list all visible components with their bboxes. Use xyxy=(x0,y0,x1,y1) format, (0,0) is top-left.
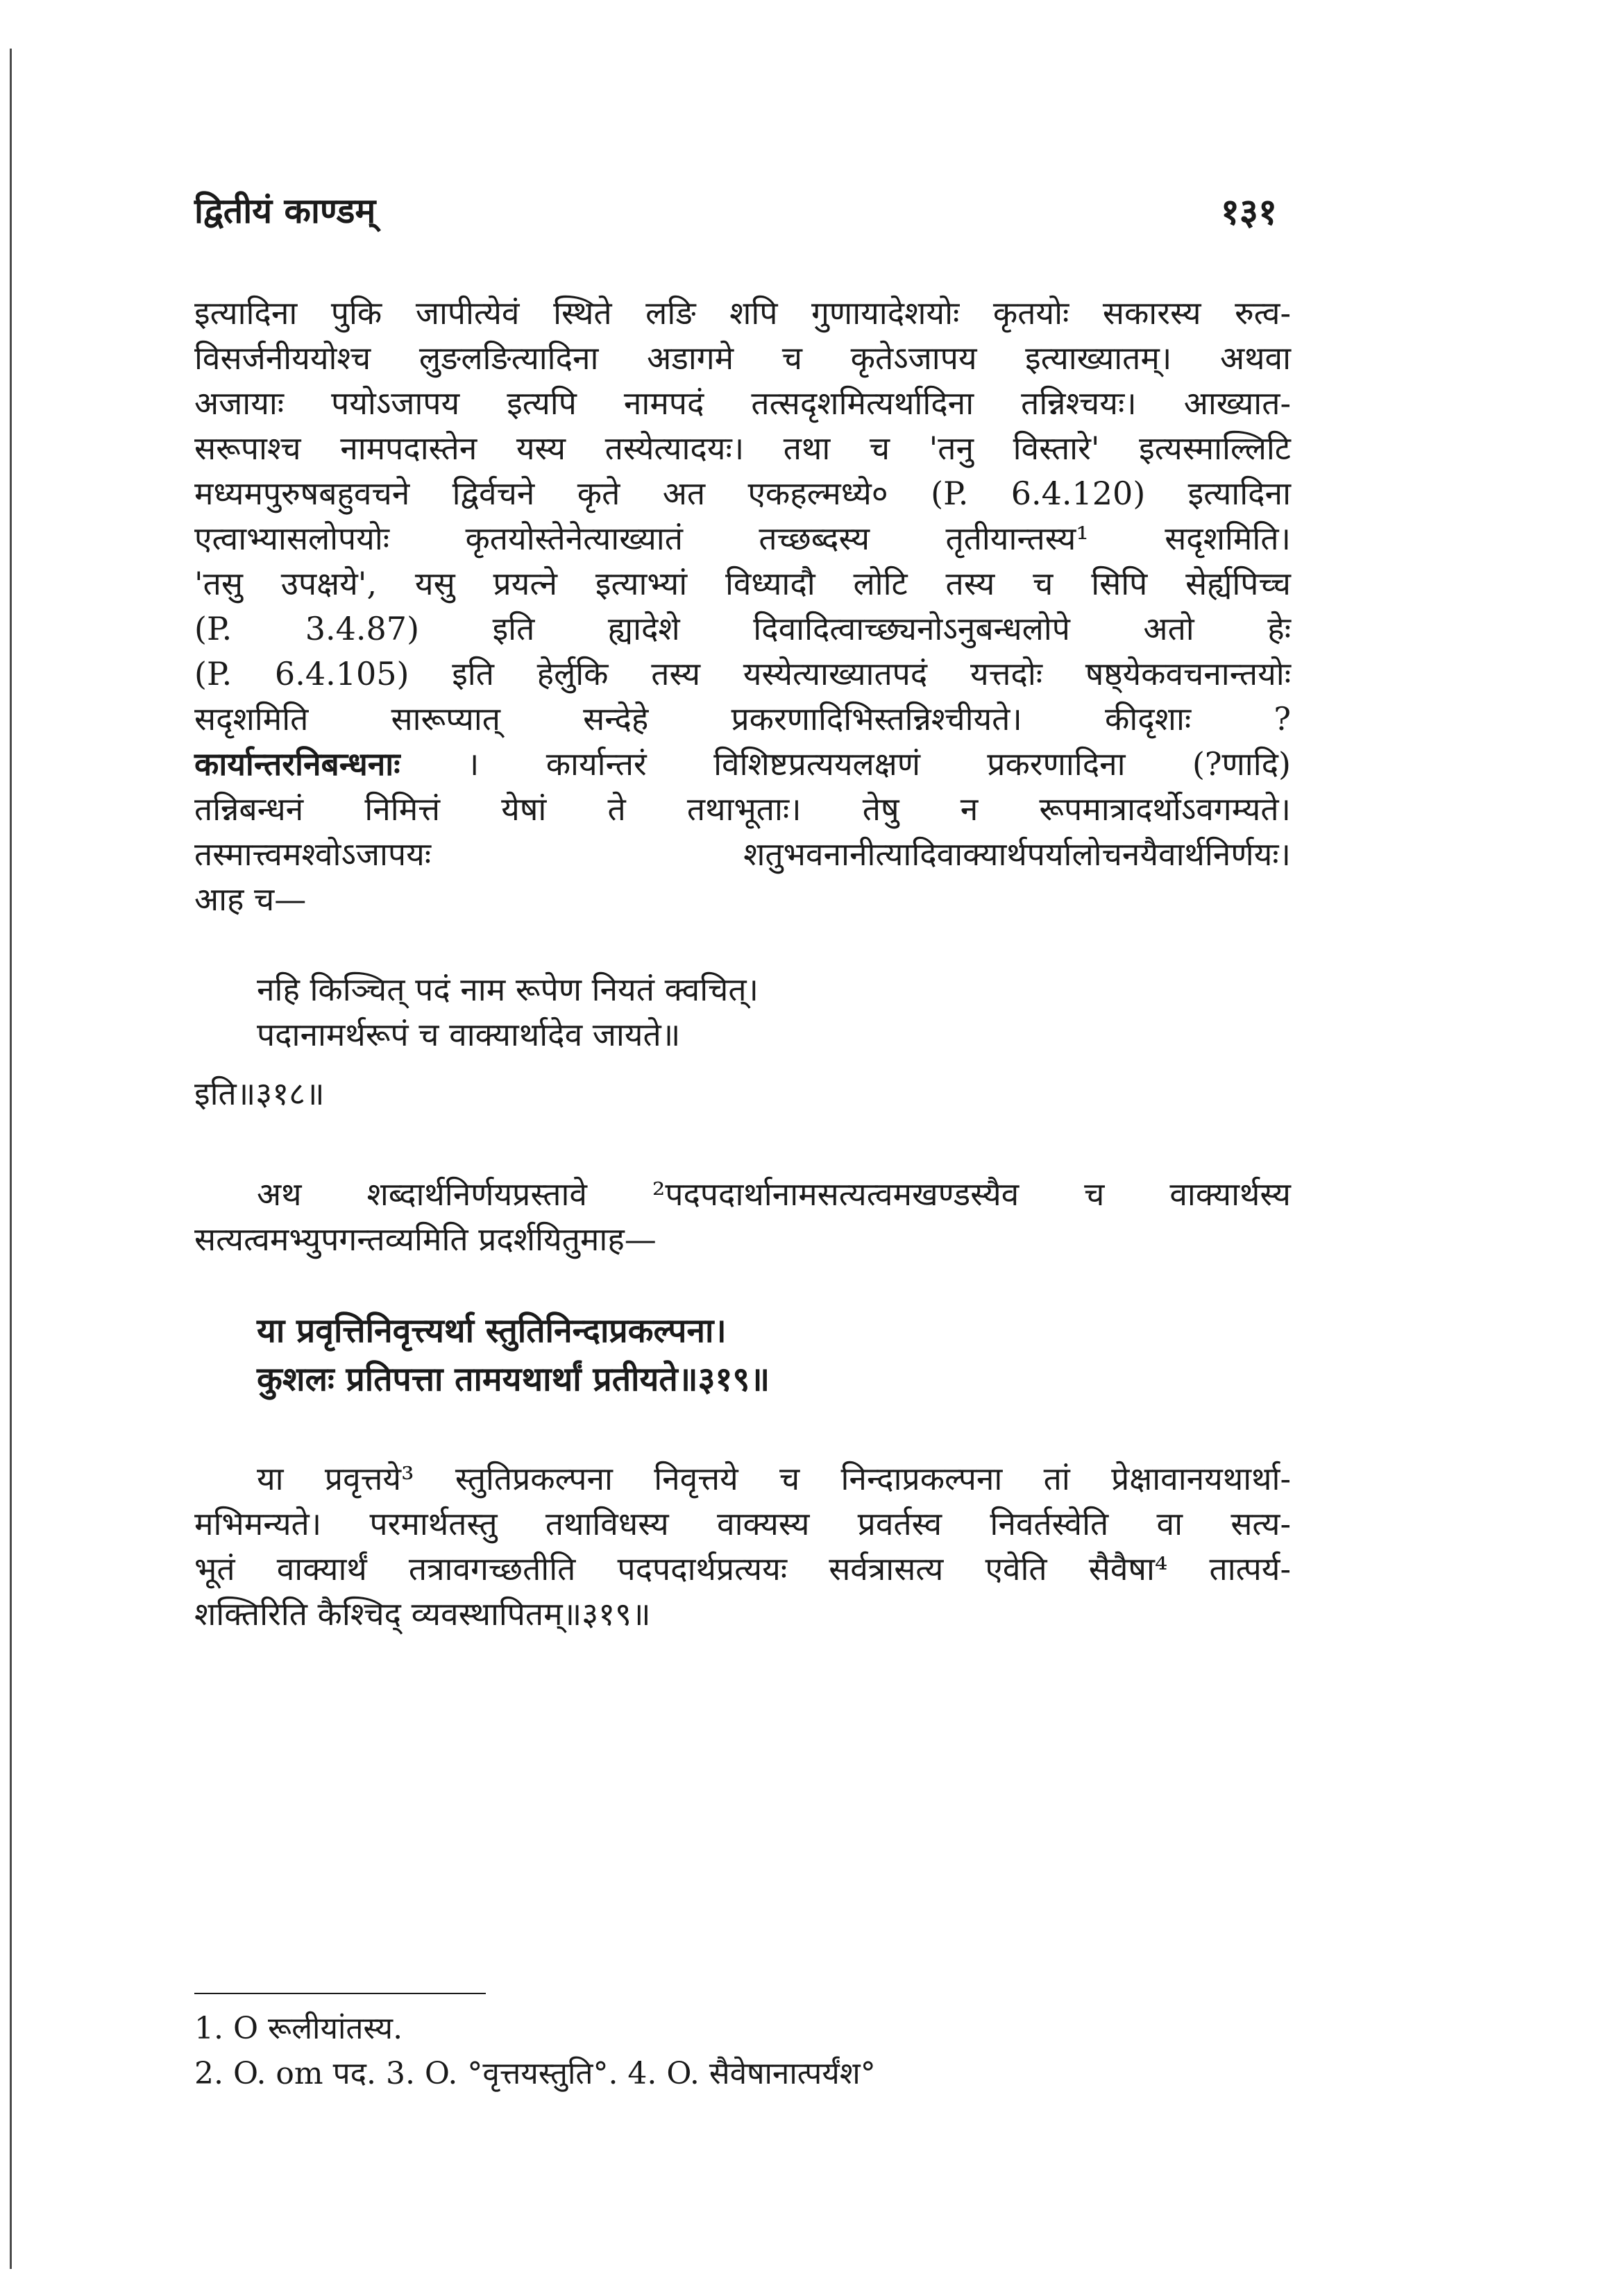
commentary-line: तन्निबन्धनं निमित्तं येषां ते तथाभूताः। तेषु न रूपमात्रादर्थोऽवगम्यते। xyxy=(194,790,1291,828)
intro-line: अथ शब्दार्थनिर्णयप्रस्तावे ²पदपदार्थानामसत्यत्वमखण्डस्यैव च वाक्यार्थस्य xyxy=(257,1175,1291,1213)
commentary-line: (P. 6.4.105) इति हेर्लुकि तस्य यस्येत्याख्यातपदं यत्तदोः षष्ठ्येकवचनान्तयोः xyxy=(194,655,1291,692)
commentary-line: 'तसु उपक्षये', यसु प्रयत्ने इत्याभ्यां विध्यादौ लोटि तस्य च सिपि सेर्ह्यपिच्च xyxy=(194,565,1291,602)
lemma-bold: कार्यान्तरनिबन्धनाः xyxy=(194,745,400,783)
commentary-line: तस्मात्त्वमश्वोऽजापयः शतुभवनानीत्यादिवाक्यार्थपर्यालोचनयैवार्थनिर्णयः। xyxy=(194,835,1291,873)
commentary-line: एत्वाभ्यासलोपयोः कृतयोस्तेनेत्याख्यातं तच्छब्दस्य तृतीयान्तस्य¹ सदृशमिति। xyxy=(194,520,1291,557)
commentary-line-with-lemma xyxy=(194,742,1291,785)
commentary-line: (P. 3.4.87) इति ह्यादेशे दिवादित्वाच्छ्यनोऽनुबन्धलोपे अतो हेः xyxy=(194,610,1291,647)
commentary-text: । कार्यान्तरं विशिष्टप्रत्ययलक्षणं प्रकरणादिना (?णादि) xyxy=(466,745,1292,783)
running-header-title: द्वितीयं काण्डम् xyxy=(194,190,376,231)
intro-line: सत्यत्वमभ्युपगन्तव्यमिति प्रदर्शयितुमाह— xyxy=(194,1221,657,1258)
commentary-line: मभिमन्यते। परमार्थतस्तु तथाविधस्य वाक्यस्य प्रवर्तस्व निवर्तस्वेति वा सत्य- xyxy=(194,1505,1291,1542)
commentary-line: अजायाः पयोऽजापय इत्यपि नामपदं तत्सदृशमित्यर्थादिना तन्निश्चयः। आख्यात- xyxy=(194,384,1291,422)
commentary-line: सरूपाश्च नामपदास्तेन यस्य तस्येत्यादयः। तथा च 'तनु विस्तारे' इत्यस्माल्लिटि xyxy=(194,430,1291,467)
verse-end-marker: इति॥३१८॥ xyxy=(194,1075,325,1112)
commentary-line: मध्यमपुरुषबहुवचने द्विर्वचने कृते अत एकहल्मध्ये० (P. 6.4.120) इत्यादिना xyxy=(194,475,1291,512)
commentary-line: सदृशमिति सारूप्यात् सन्देहे प्रकरणादिभिस्तन्निश्चीयते। कीदृशाः ? xyxy=(194,700,1291,738)
aha-line: आह च— xyxy=(194,881,307,918)
commentary-line: या प्रवृत्तये³ स्तुतिप्रकल्पना निवृत्तये च निन्दाप्रकल्पना तां प्रेक्षावानयथार्था- xyxy=(257,1460,1291,1497)
commentary-line: विसर्जनीययोश्च लुङलङित्यादिना अडागमे च कृतेऽजापय इत्याख्यातम्। अथवा xyxy=(194,339,1291,377)
footnote-line: 2. O. om पद. 3. O. °वृत्तयस्तुति°. 4. O. सैवेषानात्पर्यंश° xyxy=(194,2056,876,2091)
quoted-verse-line: पदानामर्थरूपं च वाक्यार्थादेव जायते॥ xyxy=(257,1016,681,1053)
quoted-verse-line: नहि किञ्चित् पदं नाम रूपेण नियतं क्वचित्। xyxy=(257,971,759,1008)
footnote-line: 1. O रूलीयांतस्य. xyxy=(194,2011,403,2046)
commentary-line: इत्यादिना पुकि जापीत्येवं स्थिते लङि शपि गुणायादेशयोः कृतयोः सकारस्य रुत्व- xyxy=(194,294,1291,332)
footnote-rule xyxy=(194,1993,486,1994)
commentary-line: शक्तिरिति कैश्चिद् व्यवस्थापितम्॥३१९॥ xyxy=(194,1595,651,1633)
page-number: १३१ xyxy=(1220,191,1277,233)
karika-line: या प्रवृत्तिनिवृत्त्यर्था स्तुतिनिन्दाप्रकल्पना। xyxy=(257,1311,727,1350)
commentary-line: भूतं वाक्यार्थं तत्रावगच्छतीति पदपदार्थप्रत्ययः सर्वत्रासत्य एवेति सैवैषा⁴ तात्पर्य- xyxy=(194,1550,1291,1588)
scan-edge-shadow xyxy=(10,49,12,2269)
karika-line: कुशलः प्रतिपत्ता तामयथार्थां प्रतीयते॥३१९॥ xyxy=(257,1360,770,1399)
